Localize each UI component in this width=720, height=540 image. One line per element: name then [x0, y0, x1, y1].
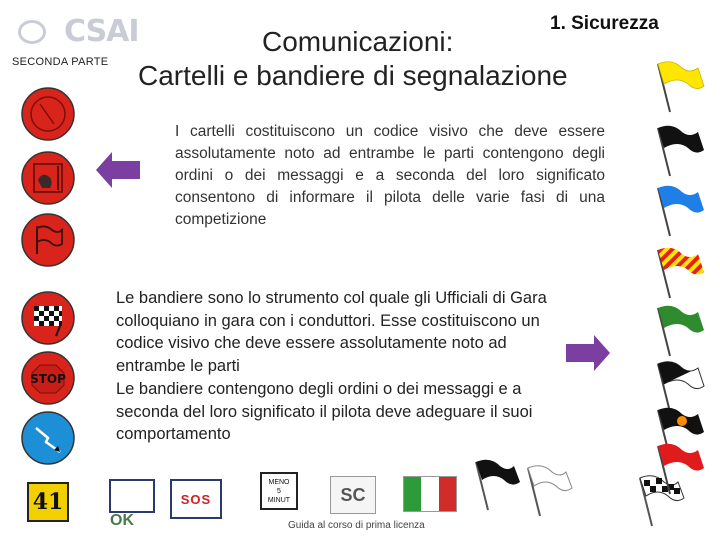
slippery-road-sign-icon	[20, 150, 76, 206]
signs-paragraph: I cartelli costituiscono un codice visivo che deve essere assolutamente noto ad entrambe le parti contengono degli ordini o dei messaggi e a seconda del loro significato consentono di informare il pilota delle varie fasi di una competizione	[175, 123, 605, 228]
blue-flag-icon	[652, 182, 708, 238]
section-number: 1. Sicurezza	[550, 13, 659, 34]
red-yellow-striped-flag-icon	[652, 244, 708, 300]
sos-board: SOS	[170, 479, 222, 519]
red-flag-icon	[652, 440, 708, 496]
stop-sign-icon	[20, 350, 76, 406]
paragraph-line: entrambe le parti	[116, 357, 240, 376]
page-title-line2: Cartelli e bandiere di segnalazione	[138, 60, 568, 91]
logo-text: CSAI	[64, 14, 139, 49]
minutes-board-line: MENO	[268, 478, 290, 486]
minutes-board	[260, 472, 298, 510]
paragraph-line: Le bandiere sono lo strumento col quale gli Ufficiali di Gara	[116, 289, 547, 307]
minutes-board-line: MINUT	[267, 496, 291, 504]
paragraph-line: colloquiano in gara con i conduttori. Esse costituiscono un	[116, 311, 540, 330]
arrow-left-icon	[96, 150, 140, 190]
black-flag-icon	[468, 458, 524, 512]
green-flag-icon	[652, 302, 708, 358]
paragraph-line: seconda del loro significato il pilota deve adeguare il suoi	[116, 402, 533, 421]
part-label: SECONDA PARTE	[12, 56, 109, 68]
black-flag-icon	[652, 122, 708, 178]
footer-text: Guida al corso di prima licenza	[288, 520, 425, 531]
lightning-sign-icon	[20, 410, 76, 466]
paragraph-line: comportamento	[116, 425, 231, 444]
csai-logo	[18, 14, 139, 49]
yellow-flag-icon	[652, 58, 708, 114]
ok-label: OK	[110, 512, 134, 529]
checkered-sign-icon	[20, 290, 76, 346]
minutes-board-line: 5	[277, 487, 281, 495]
page-title-line1: Comunicazioni:	[262, 26, 454, 57]
paragraph-line: Le bandiere contengono degli ordini o dei messaggi e a	[116, 379, 522, 398]
white-flag-icon	[520, 464, 576, 518]
stop-sign-label: STOP	[30, 372, 66, 386]
number-board: 41	[27, 482, 69, 522]
italian-flag-icon	[403, 476, 457, 512]
logo-emblem-icon	[18, 20, 46, 44]
paragraph-line: codice visivo che deve essere assolutamente noto ad	[116, 334, 507, 353]
ok-board	[109, 479, 155, 513]
arrow-right-icon	[566, 333, 610, 373]
no-overtaking-sign-icon	[20, 86, 76, 142]
safety-car-board: SC	[330, 476, 376, 514]
flags-paragraph	[116, 287, 594, 446]
flag-sign-icon	[20, 212, 76, 268]
